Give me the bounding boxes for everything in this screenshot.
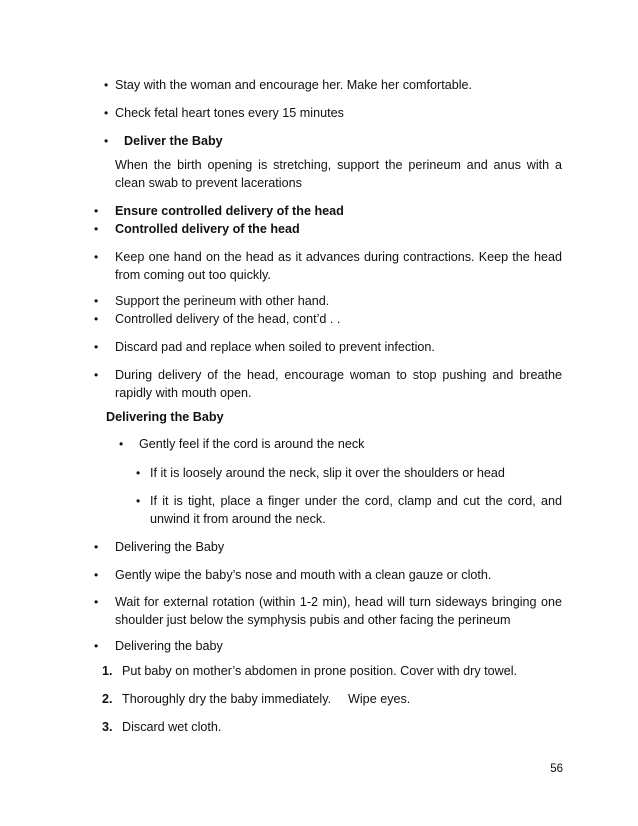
list-item-text: Stay with the woman and encourage her. Make her comfortable. [115,78,473,92]
bullet-glyph: • [94,250,99,264]
list-item-text: Gently wipe the baby’s nose and mouth with a clean gauze or cloth. [115,568,492,582]
bullet-glyph: • [104,78,109,92]
item-number: 2. [102,692,113,706]
bullet-glyph: • [136,494,141,508]
numbered-item-text: Thoroughly dry the baby immediately. [122,692,332,706]
section-heading-text: Delivering the Baby [106,410,224,424]
bullet-glyph: • [104,134,109,148]
list-item-text: Gently feel if the cord is around the neck [139,437,365,451]
list-item-text: During delivery of the head, encourage woman to stop pushing and breathe rapidly with mouth open. [115,368,562,400]
bullet-glyph: • [94,222,99,236]
numbered-item-text: Discard wet cloth. [122,720,222,734]
bullet-glyph: • [94,312,99,326]
bullet-glyph: • [94,540,99,554]
bullet-glyph: • [94,595,99,609]
numbered-item-text: Put baby on mother’s abdomen in prone position. Cover with dry towel. [122,664,518,678]
list-item-text: Support the perineum with other hand. [115,294,330,308]
list-item-text: Ensure controlled delivery of the head [115,204,344,218]
list-item-text: Delivering the Baby [115,540,225,554]
list-item-text: If it is tight, place a finger under the cord, clamp and cut the cord, and unwind it from around the neck. [150,494,562,526]
list-item-text: Controlled delivery of the head [115,222,300,236]
bullet-glyph: • [136,466,141,480]
bullet-glyph: • [94,340,99,354]
bullet-glyph: • [94,639,99,653]
numbered-item-extra: Wipe eyes. [348,692,411,706]
paragraph-text: When the birth opening is stretching, support the perineum and anus with a clean swab to prevent lacerations [115,158,562,190]
list-item-text: Deliver the Baby [124,134,223,148]
bullet-glyph: • [94,294,99,308]
list-item-text: Check fetal heart tones every 15 minutes [115,106,344,120]
bullet-glyph: • [119,437,124,451]
list-item-text: Wait for external rotation (within 1-2 min), head will turn sideways bringing one shoulder just below the symphysis pubis and other facing the perineum [115,595,562,627]
bullet-glyph: • [94,568,99,582]
item-number: 1. [102,664,113,678]
bullet-glyph: • [104,106,109,120]
list-item-text: Discard pad and replace when soiled to prevent infection. [115,340,435,354]
list-item-text: Delivering the baby [115,639,223,653]
item-number: 3. [102,720,113,734]
list-item-text: Keep one hand on the head as it advances during contractions. Keep the head from coming out too quickly. [115,250,562,282]
list-item-text: If it is loosely around the neck, slip it over the shoulders or head [150,466,505,480]
bullet-glyph: • [94,368,99,382]
page-number: 56 [550,763,563,775]
list-item-text: Controlled delivery of the head, cont’d . . [115,312,341,326]
bullet-glyph: • [94,204,99,218]
